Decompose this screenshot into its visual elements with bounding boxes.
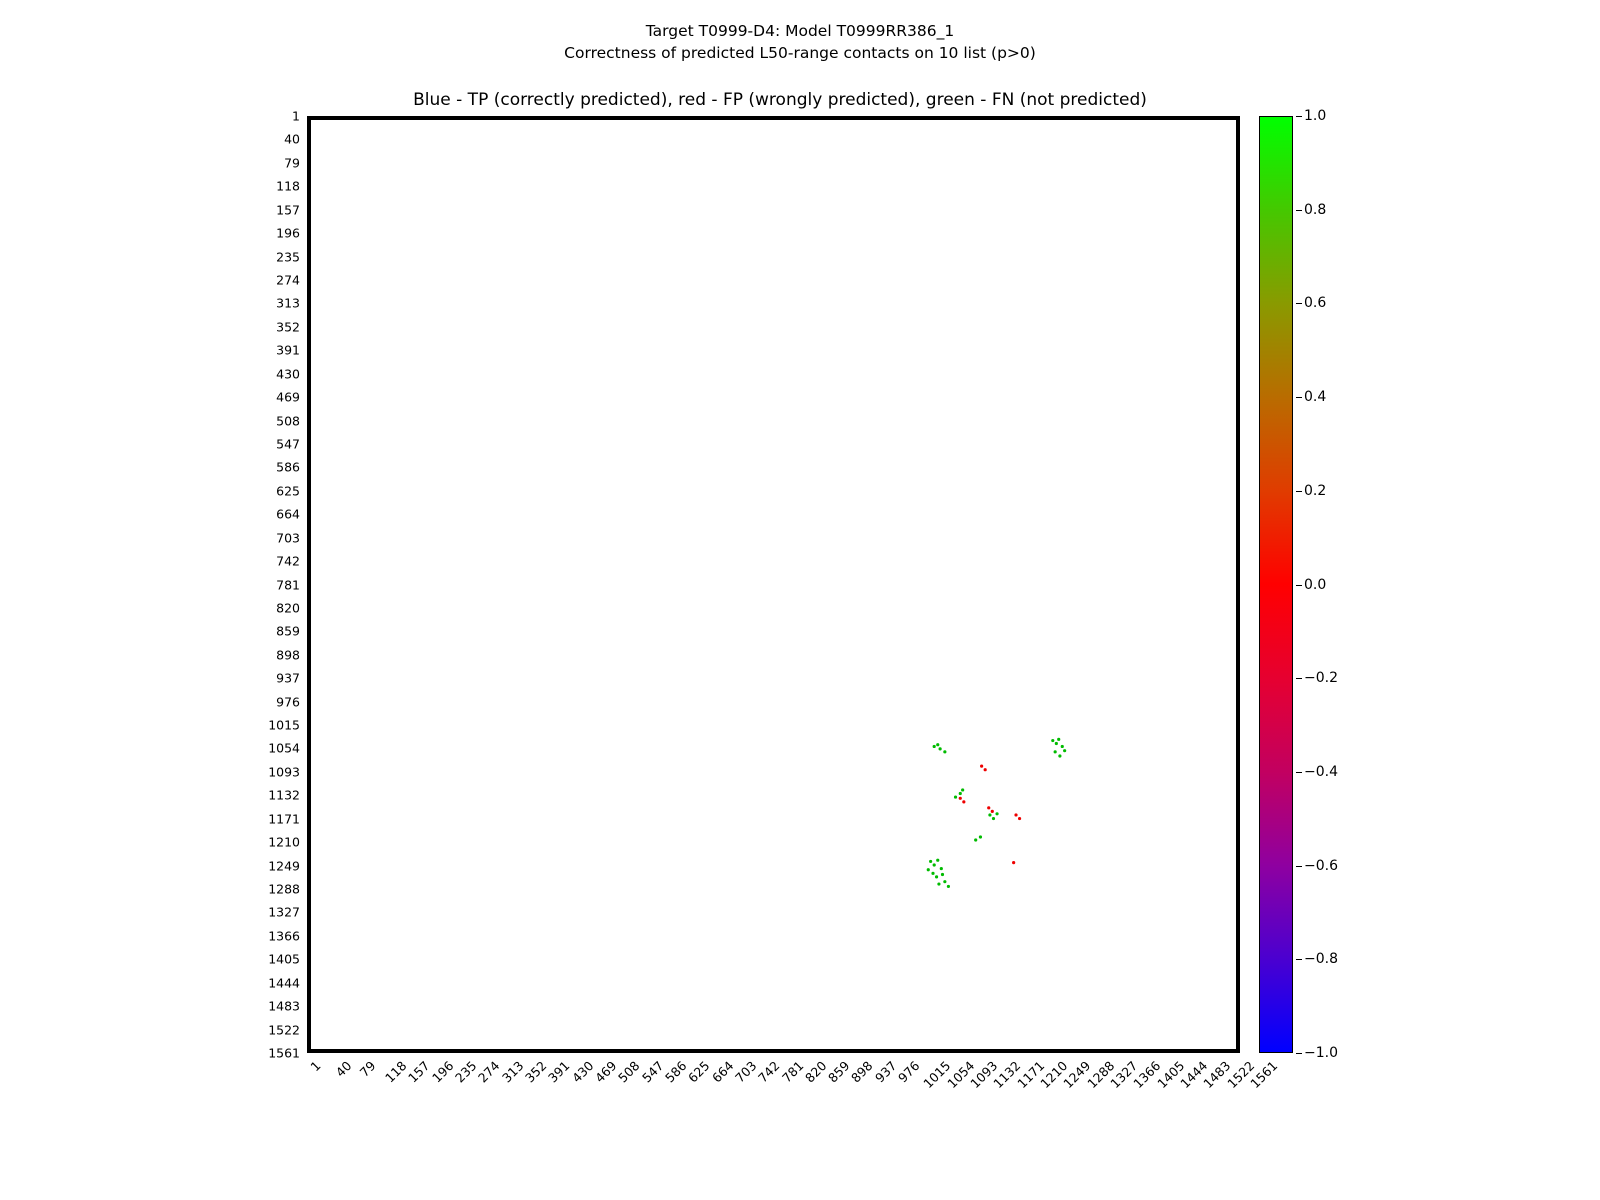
x-tick-label: 118 [381, 1058, 410, 1086]
scatter-point [1057, 738, 1060, 741]
y-tick-label: 508 [276, 413, 300, 429]
y-tick-label: 79 [284, 155, 300, 171]
scatter-canvas [311, 120, 1236, 1049]
x-tick-label: 508 [615, 1058, 643, 1086]
x-tick-label: 40 [332, 1058, 355, 1080]
x-tick-label: 625 [685, 1058, 713, 1086]
scatter-point [1051, 739, 1054, 742]
x-tick-label: 898 [848, 1058, 876, 1086]
scatter-point [1055, 742, 1058, 745]
scatter-point [1018, 817, 1021, 820]
y-tick-label: 586 [276, 459, 300, 475]
colorbar-tick-label: −0.8 [1304, 951, 1338, 968]
scatter-point [959, 797, 962, 800]
colorbar-tick-label: −1.0 [1304, 1045, 1338, 1061]
colorbar [1259, 116, 1293, 1053]
scatter-point [1014, 813, 1017, 816]
x-tick-label: 664 [708, 1058, 736, 1086]
x-tick-label: 547 [638, 1058, 667, 1086]
colorbar-tick-label: 0.0 [1304, 576, 1327, 593]
scatter-point [939, 747, 942, 750]
y-tick-label: 352 [276, 319, 300, 335]
scatter-point [988, 813, 991, 816]
scatter-point [940, 867, 943, 870]
y-tick-label: 1522 [268, 1022, 300, 1038]
y-tick-label: 1483 [268, 998, 300, 1014]
y-tick-label: 40 [284, 131, 300, 147]
scatter-series [927, 738, 1067, 888]
y-tick-label: 1171 [268, 811, 300, 827]
scatter-point [984, 768, 987, 771]
y-tick-label: 1327 [268, 904, 300, 920]
y-tick-label: 274 [276, 272, 300, 288]
x-tick-label: 1054 [944, 1058, 978, 1092]
contact-map-plot[interactable] [307, 116, 1240, 1053]
chart-title-block [0, 20, 1600, 64]
y-tick-label: 1288 [268, 881, 300, 897]
y-tick-label: 469 [276, 389, 300, 405]
y-tick-label: 625 [276, 483, 300, 499]
colorbar-tick-label: 0.4 [1304, 389, 1327, 406]
y-tick-label: 235 [276, 249, 300, 265]
x-tick-label: 430 [568, 1058, 597, 1086]
scatter-point [927, 868, 930, 871]
scatter-point [933, 745, 936, 748]
colorbar-tick-mark [1296, 116, 1302, 117]
colorbar-tick-label: 0.8 [1304, 201, 1327, 218]
y-tick-label: 118 [276, 178, 300, 194]
x-tick-label: 235 [451, 1058, 480, 1086]
x-tick-label: 1 [307, 1058, 324, 1075]
y-tick-label: 742 [276, 553, 300, 569]
x-tick-label: 1483 [1200, 1058, 1234, 1092]
scatter-point [1058, 754, 1061, 757]
x-tick-label: 274 [475, 1058, 503, 1086]
colorbar-tick-label: 0.2 [1304, 482, 1327, 499]
scatter-point [929, 860, 932, 863]
y-tick-label: 1132 [268, 787, 300, 803]
y-tick-label: 430 [276, 366, 300, 382]
y-tick-label: 1093 [268, 764, 300, 780]
scatter-point [936, 859, 939, 862]
scatter-point [961, 788, 964, 791]
x-tick-label: 781 [778, 1058, 806, 1086]
y-tick-label: 859 [276, 623, 300, 639]
scatter-point [933, 863, 936, 866]
x-tick-label: 469 [591, 1058, 620, 1086]
y-tick-label: 1444 [268, 975, 300, 991]
scatter-point [991, 810, 994, 813]
y-tick-label: 898 [276, 647, 300, 663]
scatter-point [980, 765, 983, 768]
x-tick-label: 1210 [1037, 1058, 1071, 1092]
x-tick-label: 313 [498, 1058, 527, 1086]
y-tick-label: 937 [276, 670, 300, 686]
colorbar-tick-mark [1296, 397, 1302, 398]
y-tick-label: 196 [276, 225, 300, 241]
colorbar-tick-label: −0.4 [1304, 763, 1338, 780]
scatter-point [947, 885, 950, 888]
x-tick-label: 1288 [1084, 1058, 1118, 1092]
y-tick-label: 703 [276, 530, 300, 546]
y-tick-label: 820 [276, 600, 300, 616]
x-tick-label: 1015 [920, 1058, 954, 1092]
scatter-point [943, 880, 946, 883]
x-tick-label: 1405 [1154, 1058, 1188, 1092]
colorbar-tick-mark [1296, 678, 1302, 679]
colorbar-tick-mark [1296, 772, 1302, 773]
x-tick-label: 859 [825, 1058, 853, 1086]
colorbar-tick-mark [1296, 1053, 1302, 1054]
y-tick-label: 781 [276, 577, 300, 592]
x-tick-label: 196 [428, 1058, 457, 1086]
y-tick-label: 1405 [268, 951, 300, 967]
colorbar-tick-label: 0.6 [1304, 295, 1327, 312]
x-tick-label: 1327 [1107, 1058, 1141, 1092]
scatter-point [935, 875, 938, 878]
y-tick-label: 1015 [268, 717, 300, 733]
colorbar-tick-mark [1296, 959, 1302, 960]
colorbar-tick-label: 1.0 [1304, 108, 1327, 124]
scatter-point [937, 882, 940, 885]
scatter-point [936, 743, 939, 746]
x-tick-label: 820 [801, 1058, 830, 1086]
scatter-point [1054, 750, 1057, 753]
scatter-point [941, 873, 944, 876]
y-tick-label: 1054 [268, 740, 300, 756]
colorbar-tick-mark [1296, 210, 1302, 211]
colorbar-ticks [1296, 108, 1366, 1061]
x-tick-label: 1561 [1247, 1058, 1281, 1092]
scatter-point [962, 800, 965, 803]
y-tick-label: 1 [292, 108, 300, 124]
scatter-point [987, 806, 990, 809]
scatter-point [974, 838, 977, 841]
scatter-point [954, 796, 957, 799]
scatter-point [1063, 749, 1066, 752]
x-tick-label: 157 [405, 1058, 433, 1086]
y-tick-label: 313 [276, 295, 300, 311]
y-tick-label: 157 [276, 202, 300, 218]
x-tick-label: 976 [895, 1058, 923, 1086]
scatter-point [959, 792, 962, 795]
x-tick-label: 1444 [1177, 1058, 1211, 1092]
legend-description: Blue - TP (correctly predicted), red - FP (wrongly predicted), green - FN (not predicted) [413, 90, 1147, 110]
y-tick-label: 1249 [268, 858, 300, 874]
scatter-point [1012, 861, 1015, 864]
x-tick-label: 352 [521, 1058, 550, 1086]
x-tick-label: 1171 [1014, 1058, 1048, 1092]
x-tick-label: 742 [755, 1058, 783, 1086]
title-line-1: Target T0999-D4: Model T0999RR386_1 [645, 22, 955, 40]
x-tick-label: 1249 [1060, 1058, 1094, 1092]
x-tick-label: 1093 [967, 1058, 1001, 1092]
x-tick-label: 1366 [1130, 1058, 1164, 1092]
scatter-point [992, 817, 995, 820]
x-axis-ticks [307, 1058, 1281, 1138]
y-tick-label: 1561 [268, 1045, 300, 1061]
x-tick-label: 586 [661, 1058, 690, 1086]
scatter-point [979, 835, 982, 838]
x-tick-label: 1522 [1223, 1058, 1258, 1092]
y-tick-label: 547 [276, 436, 300, 452]
x-tick-label: 1132 [990, 1058, 1024, 1092]
colorbar-tick-mark [1296, 303, 1302, 304]
colorbar-tick-mark [1296, 585, 1302, 586]
y-tick-label: 1210 [268, 834, 300, 850]
x-tick-label: 79 [356, 1058, 379, 1080]
scatter-point [931, 872, 934, 875]
scatter-point [943, 750, 946, 753]
x-tick-label: 703 [731, 1058, 760, 1086]
colorbar-tick-mark [1296, 491, 1302, 492]
scatter-point [1061, 745, 1064, 748]
y-tick-label: 1366 [268, 928, 300, 944]
y-axis-ticks [230, 108, 300, 1061]
x-tick-label: 391 [545, 1058, 573, 1086]
y-tick-label: 391 [276, 342, 300, 358]
colorbar-tick-label: −0.6 [1304, 857, 1338, 874]
y-tick-label: 664 [276, 506, 300, 522]
title-line-2: Correctness of predicted L50-range contacts on 10 list (p>0) [564, 44, 1036, 62]
colorbar-tick-mark [1296, 866, 1302, 867]
scatter-point [995, 812, 998, 815]
x-tick-label: 937 [871, 1058, 900, 1086]
y-tick-label: 976 [276, 694, 300, 710]
colorbar-tick-label: −0.2 [1304, 670, 1338, 687]
